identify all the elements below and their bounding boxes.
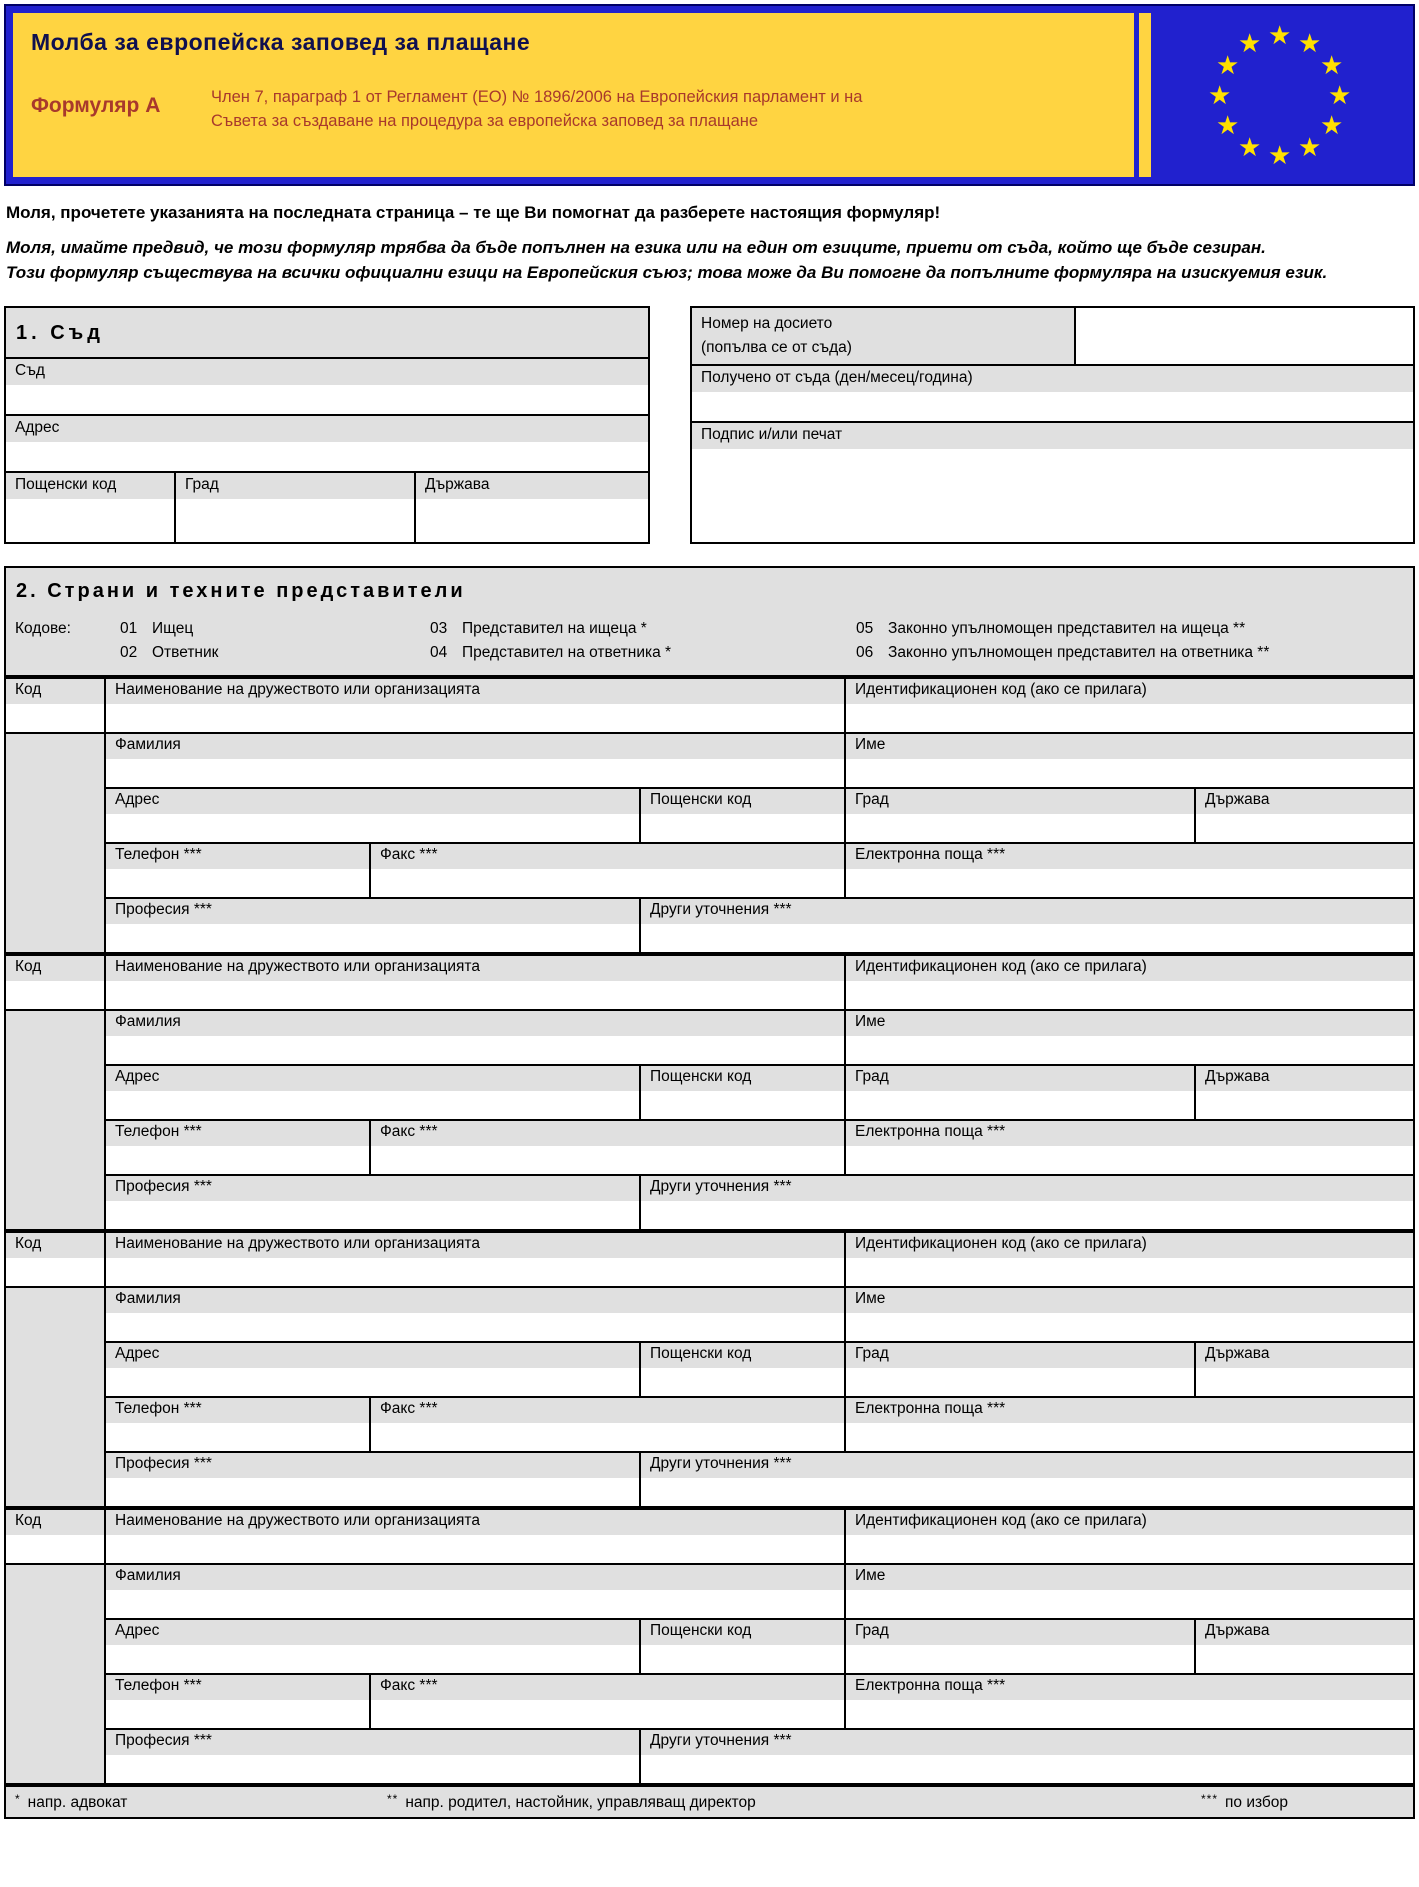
eu-star-icon: ★ <box>1216 110 1240 140</box>
footnote-guardian: ** напр. родител, настойник, управляващ директор <box>387 1791 756 1811</box>
party-otherdetails-label: Други уточнения *** <box>641 899 1413 924</box>
signature-area[interactable] <box>692 449 1413 542</box>
party-postcode-label: Пощенски код <box>641 1620 846 1645</box>
party-2-orgname-input[interactable] <box>106 981 846 1009</box>
court-postcode-input[interactable] <box>6 499 174 542</box>
party-2-address-input[interactable] <box>106 1091 641 1119</box>
eu-star-icon: ★ <box>1238 28 1262 58</box>
party-3-otherdetails-input[interactable] <box>641 1478 1413 1506</box>
court-city-label: Град <box>176 473 414 499</box>
court-address-input[interactable] <box>6 442 648 471</box>
party-idcode-label: Идентификационен код (ако се прилага) <box>846 1233 1413 1258</box>
party-fax-label: Факс *** <box>371 844 846 869</box>
party-orgname-label: Наименование на дружеството или организацията <box>106 956 846 981</box>
section-1-title: 1. Съд <box>6 308 648 359</box>
party-3-orgname-input[interactable] <box>106 1258 846 1286</box>
party-4-orgname-input[interactable] <box>106 1535 846 1563</box>
party-3-firstname-input[interactable] <box>846 1313 1413 1341</box>
party-code-label: Код <box>6 1233 106 1258</box>
party-4-code-input[interactable] <box>6 1535 106 1563</box>
party-2-otherdetails-input[interactable] <box>641 1201 1413 1229</box>
header-yellow-panel <box>13 13 1134 177</box>
party-idcode-label: Идентификационен код (ако се прилага) <box>846 679 1413 704</box>
eu-star-icon: ★ <box>1320 50 1344 80</box>
eu-star-icon: ★ <box>1208 80 1232 110</box>
party-fax-label: Факс *** <box>371 1398 846 1423</box>
party-4-fax-input[interactable] <box>371 1700 846 1728</box>
party-3-postcode-input[interactable] <box>641 1368 846 1396</box>
party-4-firstname-input[interactable] <box>846 1590 1413 1618</box>
footnote-optional: *** по избор <box>1201 1791 1289 1811</box>
party-codes-legend <box>6 613 1413 675</box>
party-firstname-label: Име <box>846 1011 1413 1036</box>
eu-flag <box>1156 13 1406 177</box>
party-phone-label: Телефон *** <box>106 844 371 869</box>
eu-star-icon: ★ <box>1298 132 1322 162</box>
party-2-city-input[interactable] <box>846 1091 1196 1119</box>
section-2-header <box>4 566 1415 677</box>
party-phone-label: Телефон *** <box>106 1398 371 1423</box>
received-date-input[interactable] <box>692 392 1413 421</box>
party-otherdetails-label: Други уточнения *** <box>641 1176 1413 1201</box>
eu-star-icon: ★ <box>1298 28 1322 58</box>
party-block-1 <box>4 677 1415 954</box>
party-1-orgname-input[interactable] <box>106 704 846 732</box>
party-block-3 <box>4 1231 1415 1508</box>
court-office-box <box>690 306 1415 544</box>
party-3-fax-input[interactable] <box>371 1423 846 1451</box>
code-05: 05 Законно упълномощен представител на ищеца ** <box>856 619 1246 637</box>
party-2-postcode-input[interactable] <box>641 1091 846 1119</box>
party-2-code-input[interactable] <box>6 981 106 1009</box>
party-block-2 <box>4 954 1415 1231</box>
code-03: 03 Представител на ищеца * <box>430 619 647 637</box>
party-1-code-input[interactable] <box>6 704 106 732</box>
file-number-label: Номер на досието (попълва се от съда) <box>692 308 1076 364</box>
party-code-label: Код <box>6 679 106 704</box>
party-postcode-label: Пощенски код <box>641 1343 846 1368</box>
party-country-label: Държава <box>1196 1620 1413 1645</box>
party-otherdetails-label: Други уточнения *** <box>641 1453 1413 1478</box>
party-orgname-label: Наименование на дружеството или организацията <box>106 1510 846 1535</box>
party-email-label: Електронна поща *** <box>846 1398 1413 1423</box>
party-block-4 <box>4 1508 1415 1785</box>
party-phone-label: Телефон *** <box>106 1675 371 1700</box>
party-city-label: Град <box>846 1066 1196 1091</box>
party-idcode-label: Идентификационен код (ако се прилага) <box>846 1510 1413 1535</box>
code-06: 06 Законно упълномощен представител на ответника ** <box>856 643 1270 661</box>
party-code-label: Код <box>6 956 106 981</box>
party-2-phone-input[interactable] <box>106 1146 371 1174</box>
party-code-column <box>6 1288 106 1506</box>
party-1-otherdetails-input[interactable] <box>641 924 1413 952</box>
party-occupation-label: Професия *** <box>106 1730 641 1755</box>
party-address-label: Адрес <box>106 1066 641 1091</box>
party-1-occupation-input[interactable] <box>106 924 641 952</box>
court-box <box>4 306 650 544</box>
party-1-phone-input[interactable] <box>106 869 371 897</box>
party-firstname-label: Име <box>846 1565 1413 1590</box>
party-4-country-input[interactable] <box>1196 1645 1413 1673</box>
party-email-label: Електронна поща *** <box>846 1675 1413 1700</box>
party-occupation-label: Професия *** <box>106 1176 641 1201</box>
party-email-label: Електронна поща *** <box>846 844 1413 869</box>
party-code-column <box>6 1011 106 1229</box>
party-country-label: Държава <box>1196 1066 1413 1091</box>
court-postcode-label: Пощенски код <box>6 473 174 499</box>
party-2-email-input[interactable] <box>846 1146 1413 1174</box>
party-4-city-input[interactable] <box>846 1645 1196 1673</box>
party-4-occupation-input[interactable] <box>106 1755 641 1783</box>
party-code-label: Код <box>6 1510 106 1535</box>
eu-star-icon: ★ <box>1216 50 1240 80</box>
party-city-label: Град <box>846 789 1196 814</box>
party-fax-label: Факс *** <box>371 1121 846 1146</box>
party-4-phone-input[interactable] <box>106 1700 371 1728</box>
header-separator-stripe <box>1139 13 1151 177</box>
party-1-surname-input[interactable] <box>106 759 846 787</box>
court-input[interactable] <box>6 385 648 414</box>
form-a-label: Формуляр А <box>31 94 161 117</box>
party-4-surname-input[interactable] <box>106 1590 846 1618</box>
code-04: 04 Представител на ответника * <box>430 643 672 661</box>
party-3-idcode-input[interactable] <box>846 1258 1413 1286</box>
eu-star-icon: ★ <box>1238 132 1262 162</box>
party-address-label: Адрес <box>106 1343 641 1368</box>
party-4-otherdetails-input[interactable] <box>641 1755 1413 1783</box>
party-1-email-input[interactable] <box>846 869 1413 897</box>
eu-star-icon: ★ <box>1268 140 1292 170</box>
eu-star-icon: ★ <box>1320 110 1344 140</box>
party-address-label: Адрес <box>106 1620 641 1645</box>
party-address-label: Адрес <box>106 789 641 814</box>
party-surname-label: Фамилия <box>106 734 846 759</box>
intro-notes <box>6 200 1413 286</box>
party-3-city-input[interactable] <box>846 1368 1196 1396</box>
court-address-label: Адрес <box>6 416 648 442</box>
received-date-label: Получено от съда (ден/месец/година) <box>692 366 1413 392</box>
party-2-surname-input[interactable] <box>106 1036 846 1064</box>
form-header <box>4 4 1415 186</box>
party-3-country-input[interactable] <box>1196 1368 1413 1396</box>
party-code-column <box>6 734 106 952</box>
section-2-title: 2. Страни и техните представители <box>16 579 466 602</box>
footnote-lawyer: * напр. адвокат <box>15 1791 128 1811</box>
party-3-address-input[interactable] <box>106 1368 641 1396</box>
party-surname-label: Фамилия <box>106 1565 846 1590</box>
codes-label: Кодове: <box>15 619 71 637</box>
party-1-city-input[interactable] <box>846 814 1196 842</box>
party-4-postcode-input[interactable] <box>641 1645 846 1673</box>
section-1-court <box>4 306 1415 544</box>
party-1-fax-input[interactable] <box>371 869 846 897</box>
party-phone-label: Телефон *** <box>106 1121 371 1146</box>
note-all-languages: Този формуляр съществува на всички официални езици на Европейския съюз; това може да Ви помогне да попълните формуляра на изискуемия език. <box>6 263 1328 282</box>
party-postcode-label: Пощенски код <box>641 1066 846 1091</box>
party-3-surname-input[interactable] <box>106 1313 846 1341</box>
eu-star-icon: ★ <box>1328 80 1352 110</box>
party-2-fax-input[interactable] <box>371 1146 846 1174</box>
party-2-country-input[interactable] <box>1196 1091 1413 1119</box>
party-1-firstname-input[interactable] <box>846 759 1413 787</box>
court-country-label: Държава <box>416 473 648 499</box>
signature-label: Подпис и/или печат <box>692 423 1413 449</box>
party-otherdetails-label: Други уточнения *** <box>641 1730 1413 1755</box>
party-idcode-label: Идентификационен код (ако се прилага) <box>846 956 1413 981</box>
party-3-email-input[interactable] <box>846 1423 1413 1451</box>
party-firstname-label: Име <box>846 1288 1413 1313</box>
party-surname-label: Фамилия <box>106 1011 846 1036</box>
eu-star-icon: ★ <box>1268 20 1292 50</box>
court-label: Съд <box>6 359 648 385</box>
party-orgname-label: Наименование на дружеството или организацията <box>106 679 846 704</box>
party-1-address-input[interactable] <box>106 814 641 842</box>
party-city-label: Град <box>846 1620 1196 1645</box>
file-number-input[interactable] <box>1076 308 1413 364</box>
party-email-label: Електронна поща *** <box>846 1121 1413 1146</box>
party-fax-label: Факс *** <box>371 1675 846 1700</box>
party-4-email-input[interactable] <box>846 1700 1413 1728</box>
party-code-column <box>6 1565 106 1783</box>
code-02: 02 Ответник <box>120 643 219 661</box>
party-occupation-label: Професия *** <box>106 1453 641 1478</box>
party-4-idcode-input[interactable] <box>846 1535 1413 1563</box>
party-surname-label: Фамилия <box>106 1288 846 1313</box>
party-postcode-label: Пощенски код <box>641 789 846 814</box>
party-1-country-input[interactable] <box>1196 814 1413 842</box>
page-title: Молба за европейска заповед за плащане <box>31 29 531 55</box>
party-firstname-label: Име <box>846 734 1413 759</box>
party-country-label: Държава <box>1196 1343 1413 1368</box>
party-3-occupation-input[interactable] <box>106 1478 641 1506</box>
regulation-text: Член 7, параграф 1 от Регламент (ЕО) № 1896/2006 на Европейския парламент и на Съвета за създаване на процедура за европейска заповед за плащане <box>211 88 863 130</box>
party-city-label: Град <box>846 1343 1196 1368</box>
court-country-input[interactable] <box>416 499 648 542</box>
party-3-phone-input[interactable] <box>106 1423 371 1451</box>
court-city-input[interactable] <box>176 499 414 542</box>
party-2-firstname-input[interactable] <box>846 1036 1413 1064</box>
party-orgname-label: Наименование на дружеството или организацията <box>106 1233 846 1258</box>
party-country-label: Държава <box>1196 789 1413 814</box>
note-read-instructions: Моля, прочетете указанията на последната страница – те ще Ви помогнат да разберете настоящия формуляр! <box>6 203 941 222</box>
note-language-requirement: Моля, имайте предвид, че този формуляр трябва да бъде попълнен на езика или на един от езиците, приети от съда, който ще бъде сезиран. <box>6 237 1266 257</box>
party-occupation-label: Професия *** <box>106 899 641 924</box>
party-3-code-input[interactable] <box>6 1258 106 1286</box>
party-1-idcode-input[interactable] <box>846 704 1413 732</box>
party-4-address-input[interactable] <box>106 1645 641 1673</box>
party-2-idcode-input[interactable] <box>846 981 1413 1009</box>
party-1-postcode-input[interactable] <box>641 814 846 842</box>
section-2-parties <box>4 566 1415 1819</box>
code-01: 01 Ищец <box>120 619 194 637</box>
footnotes-bar <box>4 1785 1415 1819</box>
party-2-occupation-input[interactable] <box>106 1201 641 1229</box>
